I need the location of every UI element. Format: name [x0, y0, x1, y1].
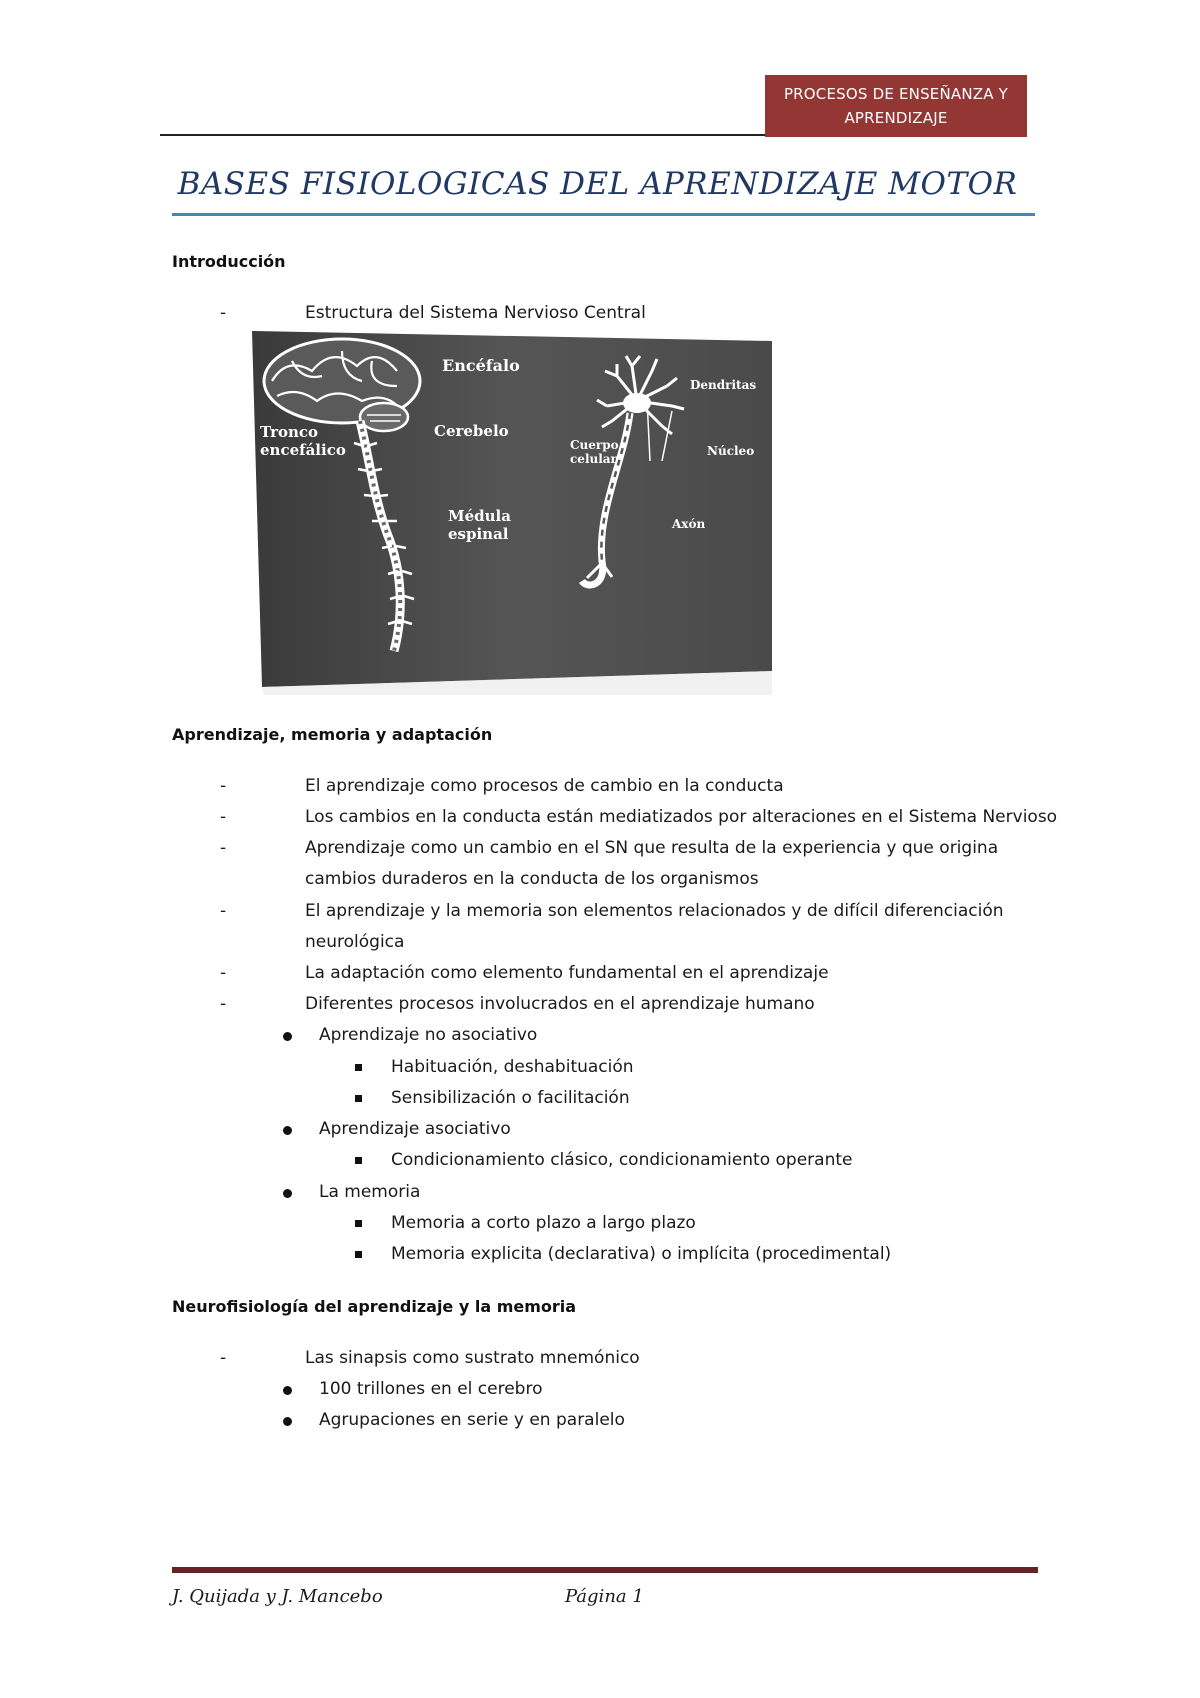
list-item-text: Las sinapsis como sustrato mnemónico: [305, 1348, 640, 1368]
section-heading-neurofisiologia: Neurofisiología del aprendizaje y la memoria: [172, 1297, 577, 1316]
sub-bullet-item: [355, 1052, 1055, 1083]
footer-page-number: Página 1: [565, 1586, 644, 1607]
dash-marker: -: [220, 838, 227, 858]
list-item: [220, 298, 1090, 329]
square-marker: [355, 1095, 362, 1102]
list-item-text: Los cambios en la conducta están mediatizados por alteraciones en el Sistema Nervioso: [305, 807, 1058, 827]
list-item: [220, 958, 1090, 989]
page-title: BASES FISIOLOGICAS DEL APRENDIZAJE MOTOR: [177, 166, 1018, 202]
bullet-item: [283, 1020, 983, 1051]
bullet-item: [283, 1405, 983, 1436]
dash-marker: -: [220, 994, 227, 1014]
list-item-text: Diferentes procesos involucrados en el aprendizaje humano: [305, 994, 815, 1014]
section-heading-aprendizaje: Aprendizaje, memoria y adaptación: [172, 725, 493, 744]
list-item: [220, 989, 1090, 1020]
sub-bullet-item-text: Sensibilización o facilitación: [391, 1088, 630, 1108]
dash-marker: -: [220, 807, 227, 827]
square-marker: [355, 1251, 362, 1258]
bullet-item: [283, 1177, 983, 1208]
dash-marker: -: [220, 963, 227, 983]
dash-marker: -: [220, 776, 227, 796]
footer-author: J. Quijada y J. Mancebo: [172, 1586, 383, 1607]
bullet-item-text: Aprendizaje asociativo: [319, 1119, 511, 1139]
label-encefalo: Encéfalo: [442, 356, 520, 375]
square-marker: [355, 1064, 362, 1071]
bullet-item-text: La memoria: [319, 1182, 421, 1202]
label-nucleo: Núcleo: [707, 444, 755, 458]
label-cerebelo: Cerebelo: [434, 422, 509, 440]
dash-marker: -: [220, 303, 227, 323]
label-tronco-2: encefálico: [260, 441, 346, 459]
sub-bullet-item-text: Memoria a corto plazo a largo plazo: [391, 1213, 696, 1233]
label-dendritas: Dendritas: [690, 378, 757, 392]
list-item: [220, 802, 1090, 833]
square-marker: [355, 1220, 362, 1227]
header-rule: [160, 134, 772, 136]
dash-marker: -: [220, 901, 227, 921]
sub-bullet-item: [355, 1083, 1055, 1114]
label-medula-2: espinal: [448, 525, 509, 543]
list-item: [220, 833, 1090, 895]
sub-bullet-item-text: Memoria explicita (declarativa) o implícita (procedimental): [391, 1244, 892, 1264]
list-item: [220, 771, 1090, 802]
sub-bullet-item-text: Condicionamiento clásico, condicionamiento operante: [391, 1150, 853, 1170]
sub-bullet-item: [355, 1239, 1055, 1270]
title-rule: [172, 213, 1035, 216]
sub-bullet-item: [355, 1208, 1055, 1239]
list-item: [220, 1343, 1090, 1374]
bullet-item: [283, 1374, 983, 1405]
footer-rule: [172, 1567, 1038, 1573]
list-item-text: Aprendizaje como un cambio en el SN que resulta de la experiencia y que origina cambios duraderos en la conducta de los organismos: [305, 838, 999, 889]
list-item-text: El aprendizaje como procesos de cambio en la conducta: [305, 776, 784, 796]
nervous-system-figure: [252, 331, 772, 695]
section-heading-introduccion: Introducción: [172, 252, 286, 271]
header-tag-line1: PROCESOS DE ENSEÑANZA Y: [783, 85, 1009, 103]
label-cuerpo-1: Cuerpo: [570, 438, 619, 452]
list-item-text: Estructura del Sistema Nervioso Central: [305, 303, 646, 323]
sub-bullet-item-text: Habituación, deshabituación: [391, 1057, 634, 1077]
header-tag: [765, 75, 1027, 137]
header-tag-line2: APRENDIZAJE: [844, 109, 948, 127]
bullet-marker: [283, 1417, 292, 1426]
bullet-marker: [283, 1189, 292, 1198]
sub-bullet-item: [355, 1145, 1055, 1176]
label-tronco-1: Tronco: [260, 423, 319, 441]
bullet-marker: [283, 1126, 292, 1135]
bullet-marker: [283, 1386, 292, 1395]
label-medula-1: Médula: [448, 507, 511, 525]
list-item-text: El aprendizaje y la memoria son elementos relacionados y de difícil diferenciación neurológica: [305, 901, 1004, 952]
bullet-item: [283, 1114, 983, 1145]
label-axon: Axón: [672, 517, 706, 531]
square-marker: [355, 1157, 362, 1164]
bullet-item-text: 100 trillones en el cerebro: [319, 1379, 543, 1399]
dash-marker: -: [220, 1348, 227, 1368]
bullet-item-text: Aprendizaje no asociativo: [319, 1025, 538, 1045]
bullet-item-text: Agrupaciones en serie y en paralelo: [319, 1410, 625, 1430]
list-item-text: La adaptación como elemento fundamental en el aprendizaje: [305, 963, 829, 983]
list-item: [220, 896, 1090, 958]
bullet-marker: [283, 1032, 292, 1041]
label-cuerpo-2: celular: [570, 452, 617, 466]
